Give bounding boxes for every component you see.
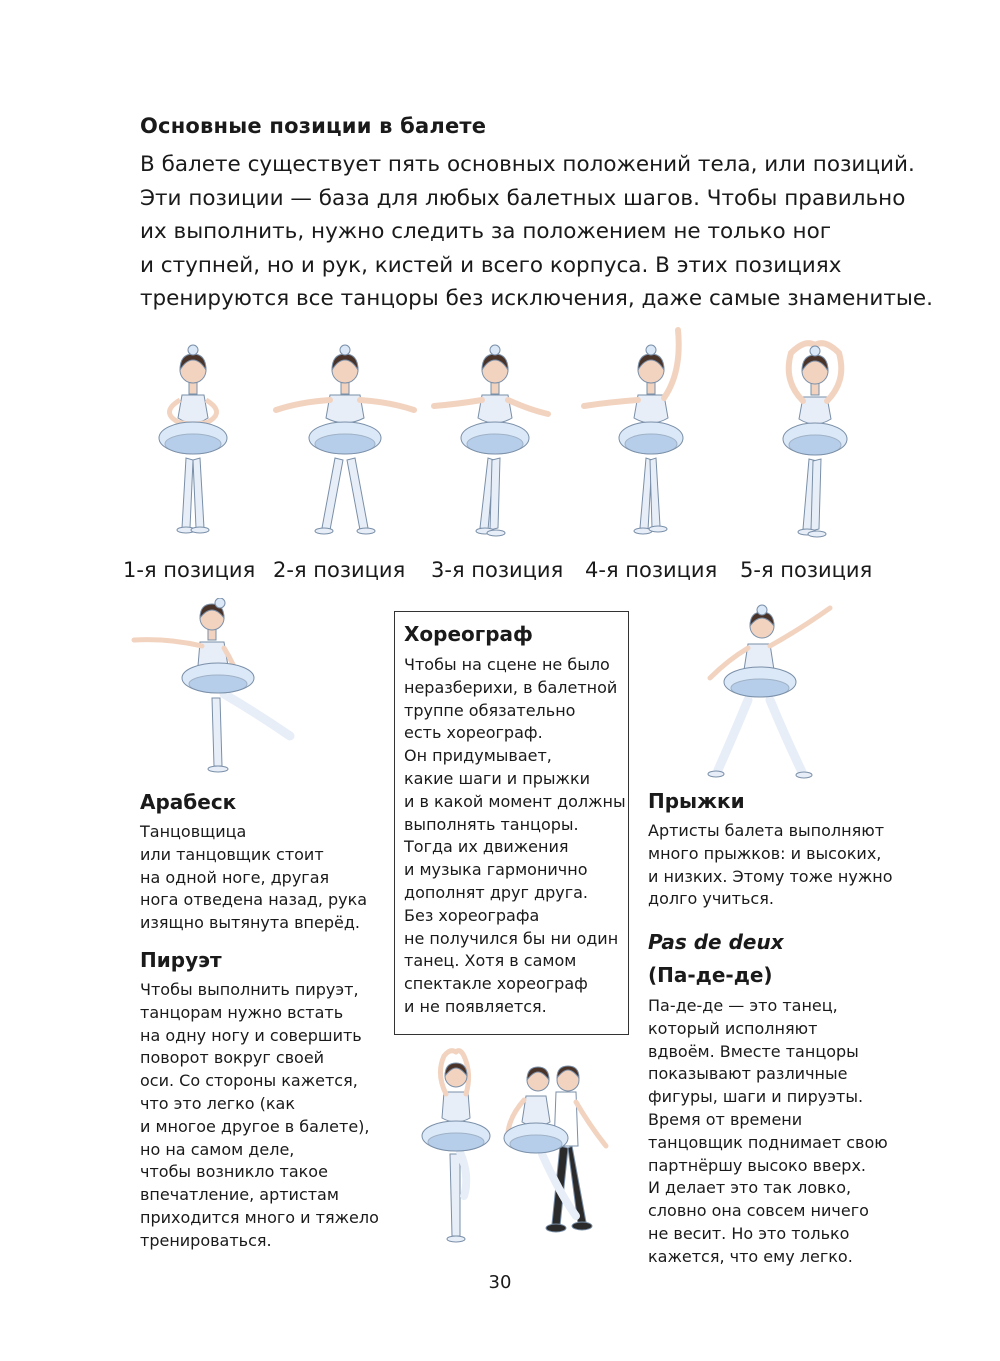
pas-de-deux-text: [648, 995, 888, 1269]
pirouette-line: танцорам нужно встать: [140, 1002, 344, 1022]
pas-de-deux-line: фигуры, шаги и пируэты.: [648, 1087, 864, 1107]
choreographer-line: какие шаги и прыжки: [404, 768, 591, 788]
pirouette-text: [140, 979, 379, 1253]
choreographer-line: Он придумывает,: [404, 746, 552, 766]
pirouette-line: чтобы возникло такое: [140, 1162, 328, 1182]
jumps-text: [648, 820, 893, 911]
intro-line: тренируются все танцоры без исключения, даже самые знаменитые.: [140, 286, 933, 311]
choreographer-text: [404, 654, 626, 1019]
choreographer-line: Чтобы на сцене не было: [404, 655, 610, 674]
pas-de-deux-subtitle: (Па-де-де): [648, 963, 773, 987]
choreographer-line: спектакле хореограф: [404, 974, 588, 994]
choreographer-line: есть хореограф.: [404, 723, 543, 743]
position-1-caption: 1-я позиция: [123, 558, 256, 582]
arabesque-line: изящно вытянута вперёд.: [140, 913, 360, 933]
jumps-line: и низких. Этому тоже нужно: [648, 866, 893, 886]
ballerina-position-2-illustration: [270, 340, 420, 540]
pirouette-line: оси. Со стороны кажется,: [140, 1071, 358, 1091]
pas-de-deux-line: словно она совсем ничего: [648, 1201, 869, 1221]
pas-de-deux-line: танцовщик поднимает свою: [648, 1132, 888, 1152]
jumps-line: много прыжков: и высоких,: [648, 843, 882, 863]
choreographer-line: труппе обязательно: [404, 700, 576, 720]
arabesque-line: или танцовщик стоит: [140, 844, 324, 864]
ballerina-position-4-illustration: [580, 322, 710, 540]
choreographer-line: и в какой момент должны: [404, 791, 626, 811]
position-3-caption: 3-я позиция: [431, 558, 564, 582]
choreographer-line: дополнят друг друга.: [404, 882, 588, 902]
arabesque-line: Танцовщица: [140, 822, 247, 841]
pirouette-line: приходится много и тяжело: [140, 1207, 379, 1227]
page-title: Основные позиции в балете: [140, 114, 487, 138]
choreographer-line: Тогда их движения: [404, 837, 569, 857]
ballerina-position-3-illustration: [430, 340, 560, 540]
arabesque-line: на одной ноге, другая: [140, 867, 330, 887]
pas-de-deux-line: вдвоём. Вместе танцоры: [648, 1041, 859, 1061]
choreographer-line: не получился бы ни один: [404, 928, 619, 948]
pas-de-deux-illustration: [410, 1046, 615, 1248]
pirouette-title: Пируэт: [140, 948, 222, 972]
choreographer-title: Хореограф: [404, 622, 533, 646]
pas-de-deux-line: И делает это так ловко,: [648, 1178, 852, 1198]
pirouette-line: Чтобы выполнить пируэт,: [140, 980, 359, 999]
choreographer-box: [394, 611, 629, 1035]
pirouette-line: что это легко (как: [140, 1093, 296, 1113]
jump-illustration: [704, 604, 844, 782]
choreographer-line: неразберихи, в балетной: [404, 677, 618, 697]
intro-line: их выполнить, нужно следить за положением не только ног: [140, 219, 832, 244]
choreographer-line: и музыка гармонично: [404, 860, 588, 880]
pirouette-line: но на самом деле,: [140, 1139, 295, 1159]
pas-de-deux-line: Па-де-де — это танец,: [648, 996, 838, 1015]
ballerina-position-5-illustration: [765, 335, 865, 540]
arabesque-text: [140, 821, 367, 935]
position-4-caption: 4-я позиция: [585, 558, 718, 582]
pirouette-line: тренироваться.: [140, 1230, 272, 1250]
jumps-line: долго учиться.: [648, 889, 774, 909]
intro-line: В балете существует пять основных положений тела, или позиций.: [140, 152, 915, 177]
pirouette-line: поворот вокруг своей: [140, 1048, 325, 1068]
ballerina-position-1-illustration: [148, 340, 238, 540]
choreographer-line: танец. Хотя в самом: [404, 951, 577, 971]
choreographer-line: Без хореографа: [404, 905, 540, 925]
pas-de-deux-line: который исполняют: [648, 1018, 818, 1038]
pirouette-line: впечатление, артистам: [140, 1185, 339, 1205]
intro-line: Эти позиции — база для любых балетных шагов. Чтобы правильно: [140, 185, 906, 211]
pas-de-deux-line: показывают различные: [648, 1064, 848, 1084]
pas-de-deux-line: не весит. Но это только: [648, 1223, 850, 1243]
arabesque-title: Арабеск: [140, 790, 237, 814]
pas-de-deux-line: Время от времени: [648, 1109, 803, 1129]
choreographer-line: выполнять танцоры.: [404, 814, 579, 834]
jumps-title: Прыжки: [648, 789, 745, 813]
pirouette-line: и многое другое в балете),: [140, 1116, 370, 1136]
arabesque-line: нога отведена назад, рука: [140, 890, 368, 910]
choreographer-line: и не появляется.: [404, 996, 547, 1016]
intro-line: и ступней, но и рук, кистей и всего корпуса. В этих позициях: [140, 252, 842, 278]
position-5-caption: 5-я позиция: [740, 558, 873, 582]
position-2-caption: 2-я позиция: [273, 558, 406, 582]
pas-de-deux-line: кажется, что ему легко.: [648, 1246, 853, 1266]
pas-de-deux-line: партнёршу высоко вверх.: [648, 1155, 866, 1175]
page-number: 30: [488, 1272, 512, 1293]
arabesque-illustration: [128, 598, 298, 776]
jumps-line: Артисты балета выполняют: [648, 821, 885, 840]
pirouette-line: на одну ногу и совершить: [140, 1025, 362, 1045]
intro-paragraph: [140, 148, 933, 316]
pas-de-deux-title: Pas de deux: [648, 930, 784, 954]
